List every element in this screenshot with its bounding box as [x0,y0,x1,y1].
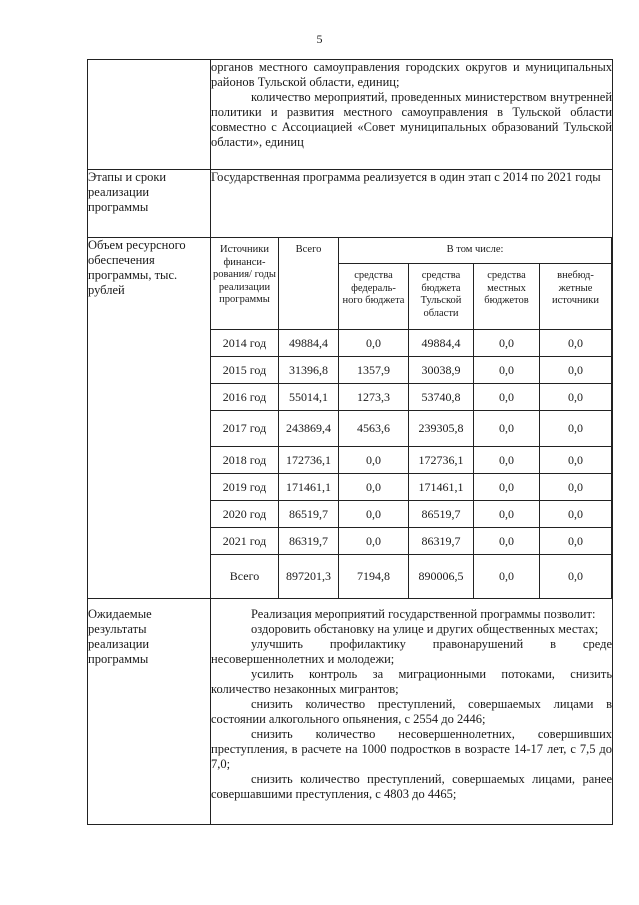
year-cell: 2018 год [211,447,279,474]
local-cell: 0,0 [474,330,540,357]
funding-row [211,384,612,411]
year-cell: 2015 год [211,357,279,384]
indicator-paragraph: количество мероприятий, проведенных министерством внутренней политики и развития местного самоуправления в Тульской области совместно с Ассоциацией «Совет муниципальных образований Тульской области», единиц [211,90,613,149]
local-cell: 0,0 [474,384,540,411]
total-cell: 55014,1 [279,384,339,411]
col-header-extra: внебюд-жетные источники [540,264,612,330]
funding-row [211,357,612,384]
funding-total-row [211,555,612,599]
local-cell: 0,0 [474,501,540,528]
stages-text: Государственная программа реализуется в один этап с 2014 по 2021 годы [211,170,613,238]
regional-cell: 172736,1 [409,447,474,474]
row-funding [88,238,613,599]
extra-cell: 0,0 [540,447,612,474]
indicator-paragraph: органов местного самоуправления городских округов и муниципальных районов Тульской области, единиц; [211,60,613,89]
local-cell: 0,0 [474,474,540,501]
federal-cell: 1357,9 [339,357,409,384]
funding-row [211,474,612,501]
year-cell: 2019 год [211,474,279,501]
federal-cell: 1273,3 [339,384,409,411]
funding-header-row [211,238,612,264]
regional-cell: 86519,7 [409,501,474,528]
extra-cell: 0,0 [540,330,612,357]
total-cell: 243869,4 [279,411,339,447]
local-cell: 0,0 [474,528,540,555]
total-cell: 897201,3 [279,555,339,599]
result-paragraph: оздоровить обстановку на улице и других общественных местах; [251,622,599,636]
regional-cell: 49884,4 [409,330,474,357]
stages-label: Этапы и сроки реализации программы [88,170,211,238]
result-paragraph: снизить количество несовершеннолетних, совершивших преступления, в расчете на 1000 подростков в возрасте 14-17 лет, с 7,5 до 7,0; [211,727,613,771]
year-cell: 2016 год [211,384,279,411]
regional-cell: 171461,1 [409,474,474,501]
year-cell: 2021 год [211,528,279,555]
col-header-regional: средства бюджета Тульской области [409,264,474,330]
row-label-empty [88,60,211,170]
federal-cell: 4563,6 [339,411,409,447]
total-cell: 86519,7 [279,501,339,528]
extra-cell: 0,0 [540,357,612,384]
federal-cell: 0,0 [339,501,409,528]
extra-cell: 0,0 [540,555,612,599]
regional-cell: 86319,7 [409,528,474,555]
col-header-including: В том числе: [339,238,612,264]
row-indicators-text [211,60,613,170]
year-cell: 2014 год [211,330,279,357]
funding-cell [211,238,613,599]
total-cell: 31396,8 [279,357,339,384]
local-cell: 0,0 [474,411,540,447]
results-label: Ожидаемые результаты реализации программы [88,599,211,825]
regional-cell: 890006,5 [409,555,474,599]
local-cell: 0,0 [474,555,540,599]
row-indicators [88,60,613,170]
col-header-sources: Источники финанси-рования/ годы реализации программы [211,238,279,330]
result-paragraph: улучшить профилактику правонарушений в среде несовершеннолетних и молодежи; [211,637,613,666]
funding-row [211,411,612,447]
row-results [88,599,613,825]
row-stages [88,170,613,238]
year-cell: Всего [211,555,279,599]
result-paragraph: снизить количество преступлений, совершаемых лицами в состоянии алкогольного опьянения, с 2554 до 2446; [211,697,613,726]
col-header-federal: средства федераль-ного бюджета [339,264,409,330]
year-cell: 2020 год [211,501,279,528]
funding-row [211,447,612,474]
local-cell: 0,0 [474,357,540,384]
funding-row [211,330,612,357]
extra-cell: 0,0 [540,501,612,528]
federal-cell: 0,0 [339,447,409,474]
result-paragraph: усилить контроль за миграционными потоками, снизить количество незаконных мигрантов; [211,667,613,696]
funding-row [211,528,612,555]
passport-table [87,59,613,825]
extra-cell: 0,0 [540,411,612,447]
funding-table [210,237,612,599]
page-number: 5 [316,32,323,46]
federal-cell: 7194,8 [339,555,409,599]
result-paragraph: Реализация мероприятий государственной программы позволит: [251,607,596,621]
local-cell: 0,0 [474,447,540,474]
total-cell: 86319,7 [279,528,339,555]
federal-cell: 0,0 [339,528,409,555]
total-cell: 171461,1 [279,474,339,501]
funding-row [211,501,612,528]
federal-cell: 0,0 [339,330,409,357]
regional-cell: 53740,8 [409,384,474,411]
extra-cell: 0,0 [540,384,612,411]
result-paragraph: снизить количество преступлений, совершаемых лицами, ранее совершавшими преступления, с 4803 до 4465; [211,772,613,801]
total-cell: 172736,1 [279,447,339,474]
funding-label: Объем ресурсного обеспечения программы, тыс. рублей [88,238,211,599]
col-header-total: Всего [279,238,339,330]
year-cell: 2017 год [211,411,279,447]
col-header-local: средства местных бюджетов [474,264,540,330]
total-cell: 49884,4 [279,330,339,357]
extra-cell: 0,0 [540,474,612,501]
regional-cell: 30038,9 [409,357,474,384]
results-text [211,599,613,825]
federal-cell: 0,0 [339,474,409,501]
extra-cell: 0,0 [540,528,612,555]
regional-cell: 239305,8 [409,411,474,447]
